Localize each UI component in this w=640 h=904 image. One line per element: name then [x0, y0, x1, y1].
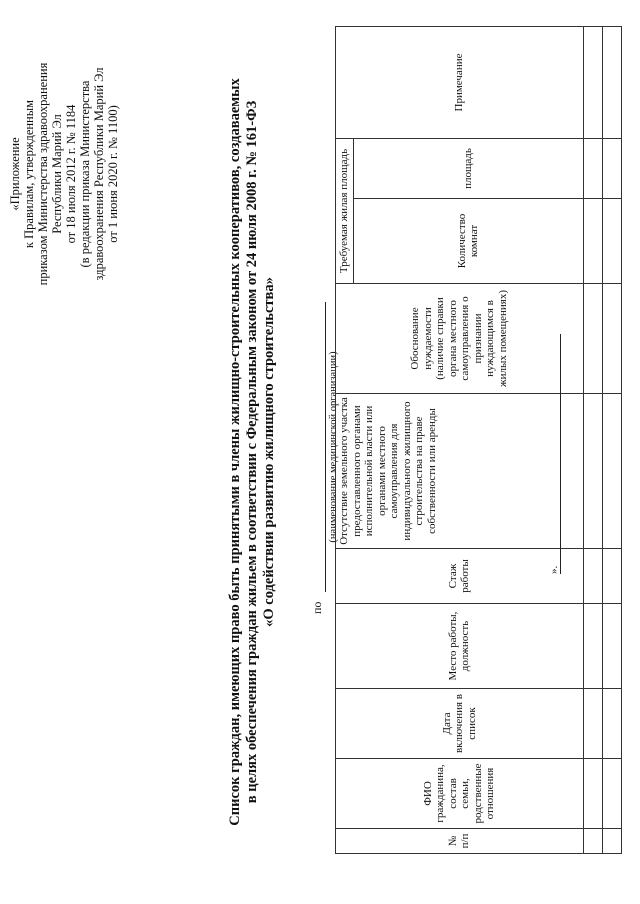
header-date: Дата включения в список	[336, 689, 584, 759]
appendix-line-6: (в редакции приказа Министерства	[78, 80, 92, 268]
table-cell	[602, 604, 621, 689]
table-cell	[583, 284, 602, 394]
table-cell	[602, 549, 621, 604]
table-cell	[602, 759, 621, 829]
header-work: Место работы, должность	[336, 604, 584, 689]
table-cell	[602, 199, 621, 284]
table-cell	[583, 759, 602, 829]
organization-name-line	[325, 302, 326, 592]
table-cell	[602, 689, 621, 759]
po-label: по	[310, 601, 324, 614]
organization-caption: (наименование медицинской организации)	[328, 351, 339, 543]
table-cell	[602, 139, 621, 199]
appendix-line-4: Республики Марий Эл	[50, 114, 64, 234]
header-basis: Обоснование нуждаемости (наличие справки органа местного самоуправления о признании нуждающимся в жилых помещениях)	[336, 284, 584, 394]
header-stazh: Стаж работы	[336, 549, 584, 604]
title-line-1: Список граждан, имеющих право быть принятыми в члены жилищно-строительных кооперативов, создаваемых	[227, 78, 243, 826]
appendix-line-7: здравоохранения Республики Марий Эл	[92, 67, 106, 281]
table-row	[602, 27, 621, 854]
header-note: Примечание	[336, 27, 584, 139]
header-fio: ФИО гражданина, состав семьи, родственные отношения	[336, 759, 584, 829]
table-cell	[583, 604, 602, 689]
appendix-line-1: «Приложение	[8, 137, 22, 211]
header-area: площадь	[353, 139, 583, 199]
appendix-line-5: от 18 июля 2012 г. № 1184	[64, 104, 78, 244]
table-cell	[583, 689, 602, 759]
table-cell	[583, 829, 602, 854]
appendix-header	[8, 4, 120, 344]
table-cell	[583, 139, 602, 199]
appendix-line-8: от 1 июня 2020 г. № 1100)	[106, 105, 120, 243]
header-required-area: Требуемая жилая площадь	[336, 139, 354, 284]
appendix-line-3: приказом Министерства здравоохранения	[36, 62, 50, 286]
citizens-table	[335, 26, 622, 854]
title-line-2: в целях обеспечения граждан жильем в соответствии с Федеральным законом от 24 июля 2008 г. № 161-ФЗ	[244, 100, 260, 804]
document-title	[227, 0, 278, 904]
table-cell	[583, 549, 602, 604]
table-cell	[602, 27, 621, 139]
table-cell	[583, 394, 602, 549]
closing-line	[560, 334, 561, 574]
header-num: № п/п	[336, 829, 584, 854]
table-cell	[583, 199, 602, 284]
header-rooms: Количество комнат	[353, 199, 583, 284]
table-cell	[602, 284, 621, 394]
table-cell	[602, 829, 621, 854]
closing-quote: ».	[548, 565, 560, 574]
table-header-row-1	[336, 27, 354, 854]
table-row	[583, 27, 602, 854]
table-cell	[602, 394, 621, 549]
title-line-3: «О содействии развитию жилищного строительства»	[261, 277, 277, 627]
appendix-line-2: к Правилам, утвержденным	[22, 99, 36, 249]
header-land: Отсутствие земельного участка предоставленного органами исполнительной власти или органами местного самоуправления для индивидуального жилищного строительства на праве собственности или аренды	[336, 394, 584, 549]
table-cell	[583, 27, 602, 139]
